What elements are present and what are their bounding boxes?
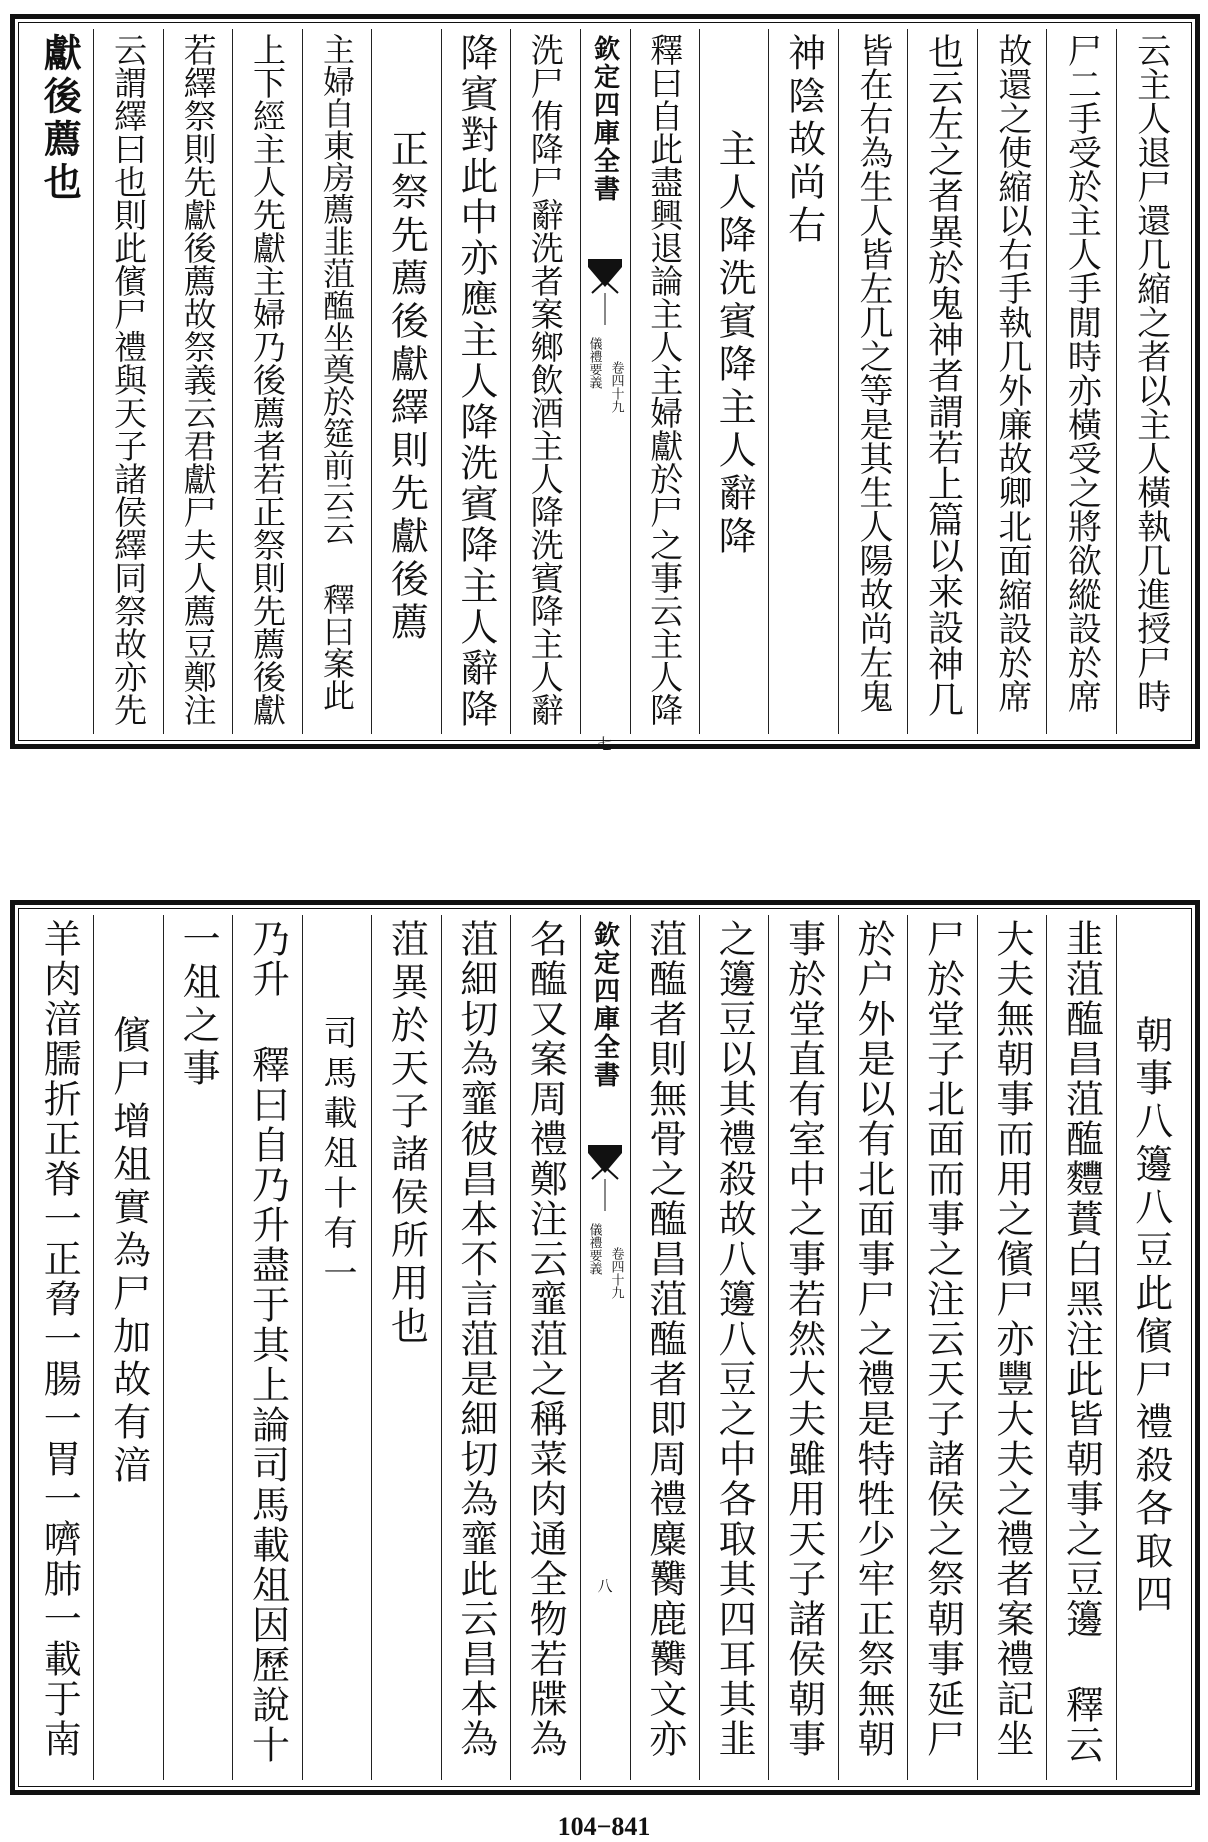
lower-text-column: 菹細切為韲彼昌本不言菹是細切為韲此云昌本為 xyxy=(453,919,498,1759)
center-title: 欽定四庫全書 xyxy=(589,921,620,1089)
footer-page-number: 104−841 xyxy=(557,1812,651,1841)
fish-tail-mark-icon xyxy=(586,257,624,327)
lower-text-column: 名醢又案周禮鄭注云韲菹之稱菜肉通全物若牒為 xyxy=(523,919,568,1759)
lower-text-column: 司馬載俎十有一 xyxy=(316,1015,357,1295)
upper-text-column: 神陰故尚右 xyxy=(781,33,826,248)
upper-columns xyxy=(25,29,1185,753)
lower-column-7 xyxy=(699,915,768,1780)
upper-text-column: 主婦自東房薦韭菹醢坐奠於筵前云云 釋曰案此 xyxy=(317,33,356,711)
page-number: 八 xyxy=(597,1577,613,1595)
upper-text-column: 獻後薦也 xyxy=(37,33,83,205)
lower-text-column: 韭菹醢昌菹醢麷蕡白黑注此皆朝事之豆籩 釋云 xyxy=(1059,919,1104,1765)
upper-column-12 xyxy=(302,29,371,734)
upper-column-7 xyxy=(699,29,768,734)
upper-column-14 xyxy=(163,29,232,734)
page-number: 七 xyxy=(597,735,613,753)
lower-text-column: 儐尸增俎實為尸加故有湆 xyxy=(106,1015,151,1488)
lower-column-8 xyxy=(630,915,699,1780)
upper-column-1 xyxy=(1116,29,1185,734)
upper-text-column: 釋曰自此盡興退論主人主婦獻於尸之事云主人降 xyxy=(645,33,685,726)
lower-page xyxy=(10,900,1200,1795)
lower-column-12 xyxy=(302,915,371,1780)
upper-center-fold xyxy=(580,29,630,753)
lower-text-column: 羊肉湆臑折正脊一正脅一腸一胃一嚌肺一載于南 xyxy=(37,919,82,1759)
lower-column-14 xyxy=(163,915,232,1780)
lower-column-5 xyxy=(838,915,907,1780)
upper-text-column: 洗尸侑降尸辭洗者案鄉飲酒主人降洗賓降主人辭 xyxy=(525,33,565,726)
upper-text-column: 主人降洗賓降主人辭降 xyxy=(712,129,757,559)
center-book-title: 儀禮要義 xyxy=(586,1223,602,1275)
lower-column-15 xyxy=(93,915,162,1780)
center-volume: 卷四十九 xyxy=(608,1247,624,1299)
upper-text-column: 上下經主人先獻主婦乃後薦者若正祭則先薦後獻 xyxy=(248,33,288,726)
upper-column-6 xyxy=(768,29,837,734)
lower-text-column: 事於堂直有室中之事若然大夫雖用天子諸侯朝事 xyxy=(781,919,826,1759)
lower-column-2 xyxy=(1046,915,1115,1780)
lower-column-11 xyxy=(371,915,440,1780)
upper-text-column: 也云左之者異於鬼神者謂若上篇以来設神几 xyxy=(922,33,964,717)
upper-column-13 xyxy=(232,29,301,734)
center-book-title: 儀禮要義 xyxy=(586,337,602,389)
upper-column-15 xyxy=(93,29,162,734)
lower-center-fold xyxy=(580,915,630,1780)
lower-column-9 xyxy=(510,915,579,1780)
lower-column-4 xyxy=(907,915,976,1780)
lower-text-column: 尸於堂子北面而事之注云天子諸侯之祭朝事延尸 xyxy=(920,919,965,1759)
lower-column-16 xyxy=(25,915,93,1780)
upper-column-9 xyxy=(510,29,579,734)
lower-column-1 xyxy=(1116,915,1185,1780)
upper-column-4 xyxy=(907,29,976,734)
lower-text-column: 於户外是以有北面事尸之禮是特牲少牢正祭無朝 xyxy=(851,919,896,1759)
lower-text-column: 菹異於天子諸侯所用也 xyxy=(384,919,429,1349)
upper-text-column: 尸二手受於主人手閒時亦橫受之將欲縱設於席 xyxy=(1061,33,1102,713)
upper-text-column: 若繹祭則先獻後薦故祭義云君獻尸夫人薦豆鄭注 xyxy=(178,33,218,726)
upper-page xyxy=(10,14,1200,753)
upper-text-column: 正祭先薦後獻繹則先獻後薦 xyxy=(384,129,429,645)
upper-text-column: 云謂繹曰也則此儐尸禮與天子諸侯繹同祭故亦先 xyxy=(109,33,149,726)
lower-column-10 xyxy=(441,915,510,1780)
upper-text-column: 故還之使縮以右手執几外廉故卿北面縮設於席 xyxy=(991,33,1032,713)
upper-column-5 xyxy=(838,29,907,734)
lower-text-column: 乃升 釋曰自乃升盡于其上論司馬載俎因歷說十 xyxy=(245,919,290,1765)
lower-text-column: 一俎之事 xyxy=(176,919,221,1091)
fish-tail-mark-icon xyxy=(586,1143,624,1213)
lower-column-6 xyxy=(768,915,837,1780)
upper-column-16 xyxy=(25,29,93,734)
lower-text-column: 大夫無朝事而用之儐尸亦豐大夫之禮者案禮記坐 xyxy=(989,919,1034,1759)
center-title: 欽定四庫全書 xyxy=(589,35,620,203)
upper-column-8 xyxy=(630,29,699,734)
upper-column-2 xyxy=(1046,29,1115,734)
lower-text-column: 朝事八籩八豆此儐尸禮殺各取四 xyxy=(1128,1015,1173,1617)
upper-text-column: 皆在右為生人皆左几之等是其生人陽故尚左鬼 xyxy=(853,33,894,713)
upper-text-column: 云主人退尸還几縮之者以主人橫執几進授尸時 xyxy=(1130,33,1171,713)
lower-text-column: 之籩豆以其禮殺故八籩八豆之中各取其四耳其韭 xyxy=(712,919,757,1759)
lower-column-3 xyxy=(977,915,1046,1780)
lower-columns xyxy=(25,915,1185,1780)
upper-column-10 xyxy=(441,29,510,734)
upper-column-3 xyxy=(977,29,1046,734)
center-volume: 卷四十九 xyxy=(608,361,624,413)
upper-column-11 xyxy=(371,29,440,734)
lower-column-13 xyxy=(232,915,301,1780)
lower-text-column: 菹醢者則無骨之醢昌菹醢者即周禮麋臡鹿臡文亦 xyxy=(642,919,687,1759)
upper-text-column: 降賓對此中亦應主人降洗賓降主人辭降 xyxy=(453,33,498,730)
